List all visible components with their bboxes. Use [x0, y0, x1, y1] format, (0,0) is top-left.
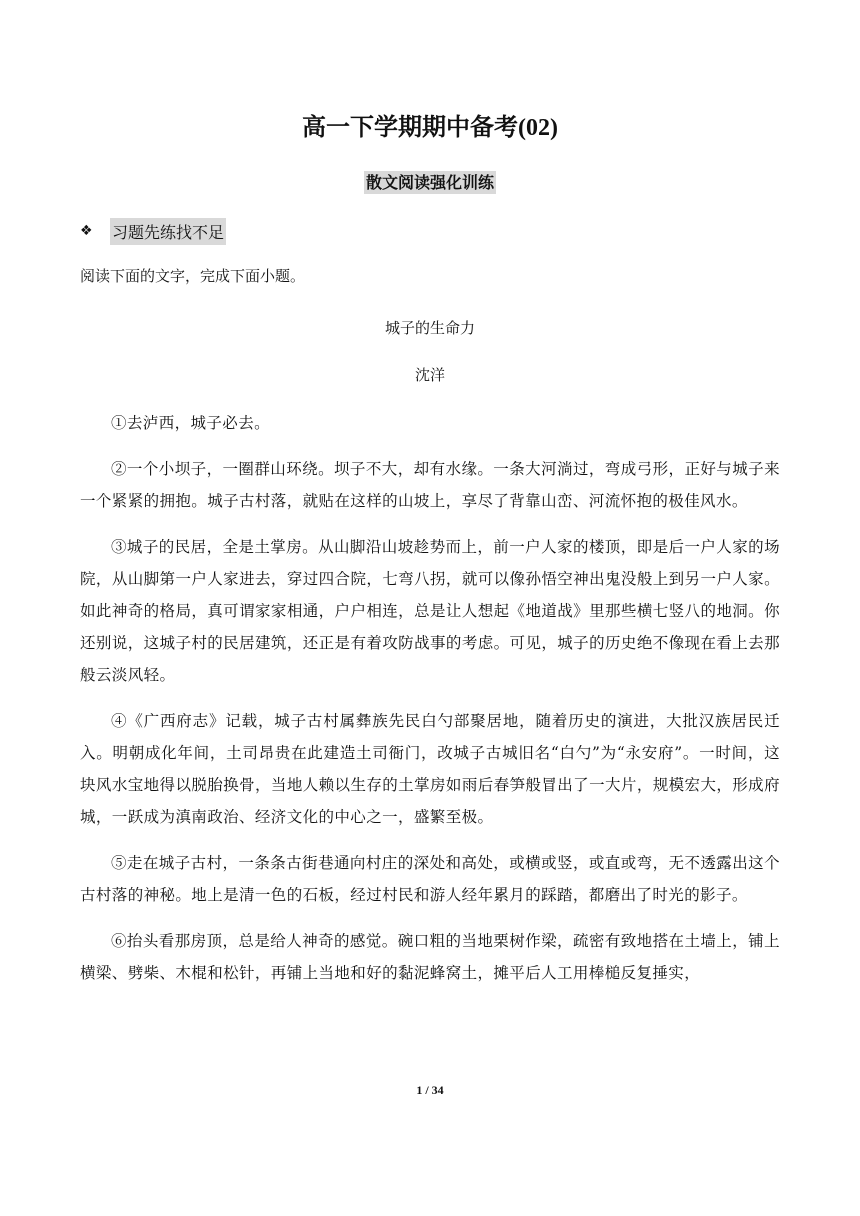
diamond-bullet-icon: ❖ [80, 223, 93, 239]
article-title: 城子的生命力 [384, 319, 475, 337]
page-title: 高一下学期期中备考(02) [302, 115, 558, 141]
instruction-text: 阅读下面的文字，完成下面小题。 [80, 267, 306, 285]
paragraph-6: ⑥抬头看那房顶，总是给人神奇的感觉。碗口粗的当地栗树作梁，疏密有致地搭在土墙上，铺上横梁、劈柴、木棍和松针，再铺上当地和好的黏泥蜂窝土，摊平后人工用棒槌反复捶实， [80, 932, 780, 982]
paragraph-4: ④《广西府志》记载，城子古村属彝族先民白勺部聚居地，随着历史的演进，大批汉族居民迁入。明朝成化年间，土司昂贵在此建造土司衙门，改城子古城旧名“白勺”为“永安府”。一时间，这块风水宝地得以脱胎换骨，当地人赖以生存的土掌房如雨后春笋般冒出了一大片，规模宏大，形成府城，一跃成为滇南政治、经济文化的中心之一，盛繁至极。 [80, 712, 780, 826]
paragraph-1: ①去泸西，城子必去。 [111, 414, 271, 432]
paragraph-2: ②一个小坝子，一圈群山环绕。坝子不大，却有水缘。一条大河淌过，弯成弓形，正好与城子来一个紧紧的拥抱。城子古村落，就贴在这样的山坡上，享尽了背靠山峦、河流怀抱的极佳风水。 [80, 460, 780, 510]
article-author: 沈洋 [414, 366, 445, 384]
page-number: 1 / 34 [416, 1083, 444, 1097]
paragraph-5: ⑤走在城子古村，一条条古街巷通向村庄的深处和高处，或横或竖，或直或弯，无不透露出这个古村落的神秘。地上是清一色的石板，经过村民和游人经年累月的踩踏，都磨出了时光的影子。 [80, 854, 780, 904]
paragraph-3: ③城子的民居，全是土掌房。从山脚沿山坡趁势而上，前一户人家的楼顶，即是后一户人家的场院，从山脚第一户人家进去，穿过四合院，七弯八拐，就可以像孙悟空神出鬼没般上到另一户人家。如此神奇的格局，真可谓家家相通，户户相连，总是让人想起《地道战》里那些横七竖八的地洞。你还别说，这城子村的民居建筑，还正是有着攻防战事的考虑。可见，城子的历史绝不像现在看上去那般云淡风轻。 [80, 538, 780, 684]
page-subtitle [0, 170, 860, 193]
section-heading [80, 218, 226, 244]
section-heading-label: 习题先练找不足 [110, 218, 226, 245]
article-body [80, 407, 780, 1003]
subtitle-text: 散文阅读强化训练 [365, 173, 494, 192]
